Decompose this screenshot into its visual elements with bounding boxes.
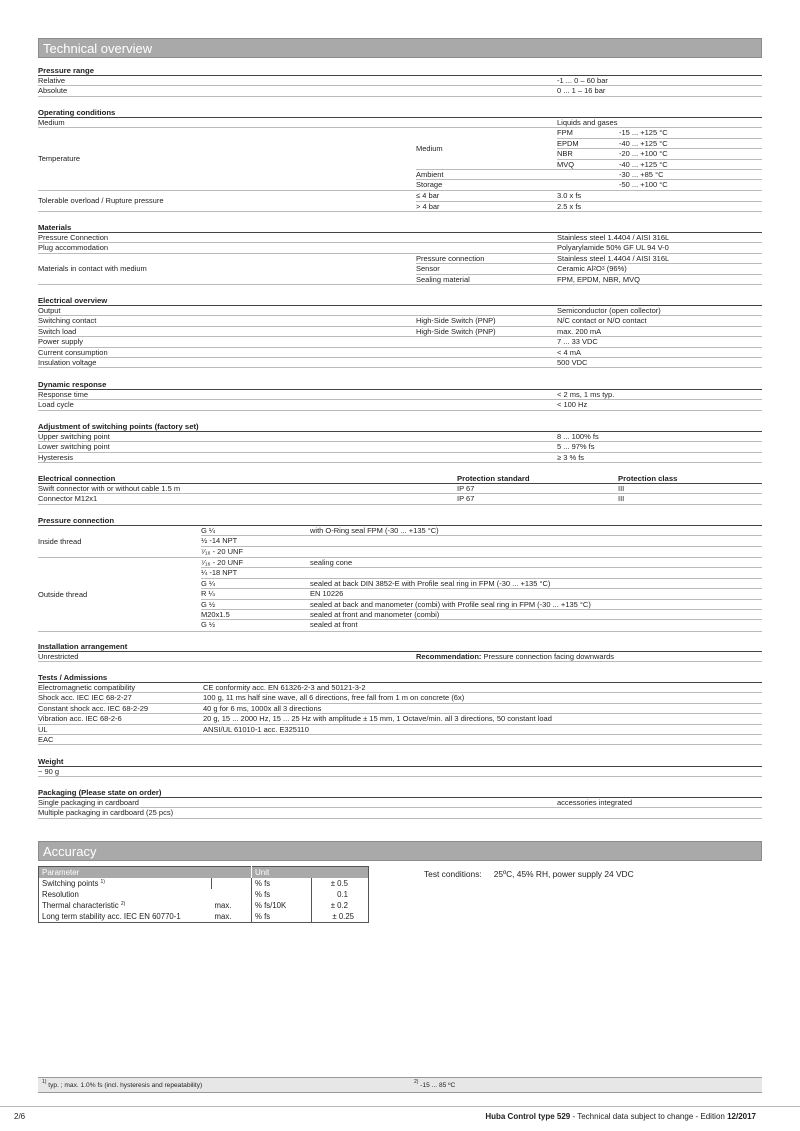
installation-section [38, 642, 762, 662]
table-row: Response time < 2 ms, 1 ms typ. [38, 390, 762, 400]
weight-section [38, 757, 762, 777]
section-title: Electrical connection Protection standard Protection class [38, 474, 762, 484]
table-row: Resolution % fs 0.1 [39, 889, 369, 900]
electrical-overview-section [38, 296, 762, 368]
technical-overview-header: Technical overview [38, 38, 762, 58]
materials-section [38, 223, 762, 285]
section-title: Dynamic response [38, 380, 762, 390]
table-row: Long term stability acc. IEC EN 60770-1 max. % fs ± 0.25 [39, 911, 369, 923]
test-conditions: Test conditions: 25ºC, 45% RH, power supply 24 VDC [424, 869, 634, 879]
accuracy-header: Accuracy [38, 841, 762, 861]
operating-conditions-section [38, 108, 762, 212]
table-row: Load cycle < 100 Hz [38, 400, 762, 410]
section-title: Tests / Admissions [38, 673, 762, 683]
section-title: Weight [38, 757, 762, 767]
table-row: UL ANSI/UL 61010-1 acc. E325110 [38, 725, 762, 735]
table-row: Pressure Connection Stainless steel 1.4404 / AISI 316L [38, 233, 762, 243]
packaging-section [38, 788, 762, 819]
table-row: Constant shock acc. IEC 68-2-29 40 g for 6 ms, 1000x all 3 directions [38, 704, 762, 714]
table-row: Electromagnetic compatibility CE conformity acc. EN 61326-2-3 and 50121-3-2 [38, 683, 762, 693]
table-row: Absolute 0 ... 1 – 16 bar [38, 86, 762, 96]
page-number: 2/6 [14, 1112, 26, 1121]
section-title: Operating conditions [38, 108, 762, 118]
table-row: Hysteresis ≥ 3 % fs [38, 453, 762, 463]
table-row: EAC [38, 735, 762, 745]
section-title: Installation arrangement [38, 642, 762, 652]
table-row: Shock acc. IEC IEC 68-2-27 100 g, 11 ms half sine wave, all 6 directions, free fall from 1 m on concrete (6x) [38, 693, 762, 703]
section-title: Packaging (Please state on order) [38, 788, 762, 798]
table-row: Connector M12x1 IP 67 III [38, 494, 762, 504]
temperature-group: Temperature Medium FPM -15 ... +125 °C EPDM -40 ... +125 °C NBR -20 ... +100 °C MVQ -40 ... +125 °C Ambient -30 ... +85 °C Storage -50 ... +100 °C [38, 128, 762, 191]
table-row: Switching points $^{1)}$ % fs ± 0.5 [39, 878, 369, 889]
tests-section [38, 673, 762, 745]
outside-thread-group: Outside thread ⁷⁄₁₆ - 20 UNF sealing cone ¼ -18 NPT G ¼ sealed at back DIN 3852-E with Profile seal ring in FPM (-30 ... +135 °C) R ¼ EN 10226 G ½ sealed at back and manometer (combi) with Profile seal ring in FPM (-30 ... +135 °C) M20x1.5 sealed at front and manometer (combi) G ½ sealed at front [38, 558, 762, 632]
table-row: Switch load High-Side Switch (PNP) max. 200 mA [38, 327, 762, 337]
table-row: ~ 90 g [38, 767, 762, 777]
inside-thread-group: Inside thread G ¼ with O-Ring seal FPM (-30 ... +135 °C) ½ -14 NPT ⁷⁄₁₆ - 20 UNF [38, 526, 762, 558]
pressure-connection-section [38, 516, 762, 632]
footnotes: $^{1)}$ typ. ; max. 1.0% fs (incl. hysteresis and repeatability) $^{2)}$ -15 ... 85 ºC [38, 1077, 762, 1093]
accuracy-table: Parameter Unit Switching points $^{1)}$ % fs ± 0.5 Resolution % fs 0.1 Thermal characteristic $^{2)}$ max. % fs/10K ± 0.2 Long term stability acc. IEC EN 60770-1 max. % fs ± 0.25 [38, 866, 369, 923]
pressure-range-section [38, 66, 762, 97]
table-row: Insulation voltage 500 VDC [38, 358, 762, 368]
table-row: Relative -1 ... 0 – 60 bar [38, 76, 762, 86]
overload-group: Tolerable overload / Rupture pressure ≤ 4 bar 3.0 x fs > 4 bar 2.5 x fs [38, 191, 762, 212]
electrical-connection-section [38, 474, 762, 505]
section-title: Materials [38, 223, 762, 233]
table-row: Vibration acc. IEC 68-2-6 20 g, 15 ... 2000 Hz, 15 ... 25 Hz with amplitude ± 15 mm, 1 Octave/min. all 3 directions, 50 constant load [38, 714, 762, 724]
table-row: Switching contact High-Side Switch (PNP) N/C contact or N/O contact [38, 316, 762, 326]
table-row: Swift connector with or without cable 1.5 m IP 67 III [38, 484, 762, 494]
table-row: Single packaging in cardboard accessories integrated [38, 798, 762, 808]
page-footer [0, 1106, 800, 1128]
section-title: Adjustment of switching points (factory set) [38, 422, 762, 432]
section-title: Pressure range [38, 66, 762, 76]
dynamic-response-section [38, 380, 762, 411]
table-row: Medium Liquids and gases [38, 118, 762, 128]
footer-text: Huba Control type 529 - Technical data subject to change - Edition 12/2017 [485, 1112, 756, 1121]
contact-materials-group: Materials in contact with medium Pressure connection Stainless steel 1.4404 / AISI 316L Sensor Ceramic Al2O3 (96%) Sealing material FPM, EPDM, NBR, MVQ [38, 254, 762, 285]
table-row: Lower switching point 5 ... 97% fs [38, 442, 762, 452]
table-row: Thermal characteristic $^{2)}$ max. % fs/10K ± 0.2 [39, 900, 369, 911]
section-title: Pressure connection [38, 516, 762, 526]
table-row: Multiple packaging in cardboard (25 pcs) [38, 808, 762, 818]
table-row: Power supply 7 ... 33 VDC [38, 337, 762, 347]
table-row: Plug accommodation Polyarylamide 50% GF UL 94 V-0 [38, 243, 762, 253]
table-row: Current consumption < 4 mA [38, 348, 762, 358]
table-row: Unrestricted Recommendation: Pressure connection facing downwards [38, 652, 762, 662]
table-row: Upper switching point 8 ... 100% fs [38, 432, 762, 442]
adjustment-section [38, 422, 762, 463]
section-title: Electrical overview [38, 296, 762, 306]
table-row: Output Semiconductor (open collector) [38, 306, 762, 316]
